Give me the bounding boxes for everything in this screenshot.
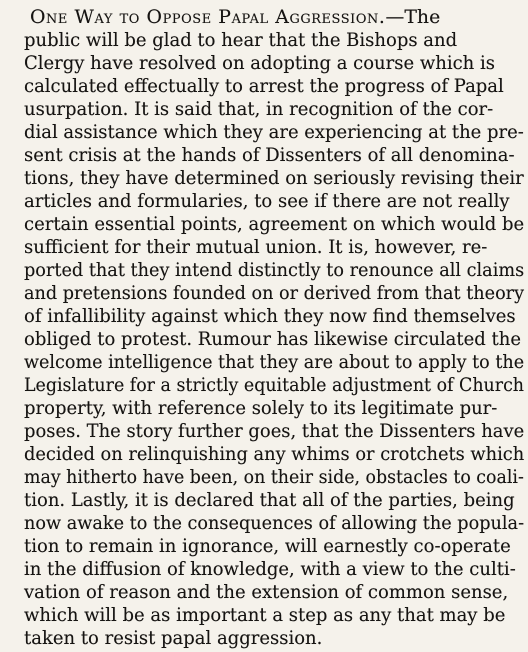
article-text-line: sent crisis at the hands of Dissenters of all denomina- xyxy=(24,144,515,166)
article-text-line: tion to remain in ignorance, will earnestly co-operate xyxy=(24,535,511,557)
article-text-line: taken to resist papal aggression. xyxy=(24,627,323,649)
article-text-line: property, with reference solely to its legitimate pur- xyxy=(24,397,498,419)
article-text-line: welcome intelligence that they are about to apply to the xyxy=(24,351,525,373)
article-text-line: public will be glad to hear that the Bishops and xyxy=(24,29,458,51)
article-text-line: dial assistance which they are experiencing at the pre- xyxy=(24,121,524,143)
article-text-line: usurpation. It is said that, in recognition of the cor- xyxy=(24,98,494,120)
article-text-line: in the diffusion of knowledge, with a view to the culti- xyxy=(24,558,516,580)
article-text-line: now awake to the consequences of allowing the popula- xyxy=(24,512,525,534)
article-text-line: calculated effectually to arrest the progress of Papal xyxy=(24,75,504,97)
article-text-line: and pretensions founded on or derived from that theory xyxy=(24,282,525,304)
article-text-line: Clergy have resolved on adopting a course which is xyxy=(24,52,495,74)
article-text-line: of infallibility against which they now find themselves xyxy=(24,305,516,327)
article-text-line: sufficient for their mutual union. It is, however, re- xyxy=(24,236,488,258)
newspaper-article xyxy=(0,4,528,648)
article-text-line: articles and formularies, to see if there are not really xyxy=(24,190,510,212)
article-text-line: may hitherto have been, on their side, obstacles to coali- xyxy=(24,466,524,488)
article-heading: One Way to Oppose Papal Aggression. xyxy=(30,6,386,28)
article-text-line: decided on relinquishing any whims or crotchets which xyxy=(24,443,525,465)
article-text-line: Legislature for a strictly equitable adjustment of Church xyxy=(24,374,525,396)
article-text-line: tions, they have determined on seriously revising their xyxy=(24,167,524,189)
article-text-line: poses. The story further goes, that the Dissenters have xyxy=(24,420,525,442)
article-text-line: tion. Lastly, it is declared that all of the parties, being xyxy=(24,489,515,511)
article-text-line: vation of reason and the extension of common sense, xyxy=(24,581,509,603)
article-text-line: ported that they intend distinctly to renounce all claims xyxy=(24,259,525,281)
article-text-line: obliged to protest. Rumour has likewise circulated the xyxy=(24,328,521,350)
article-text-line: certain essential points, agreement on which would be xyxy=(24,213,525,235)
article-text-line: which will be as important a step as any that may be xyxy=(24,604,506,626)
article-text-line: —The xyxy=(385,6,441,28)
